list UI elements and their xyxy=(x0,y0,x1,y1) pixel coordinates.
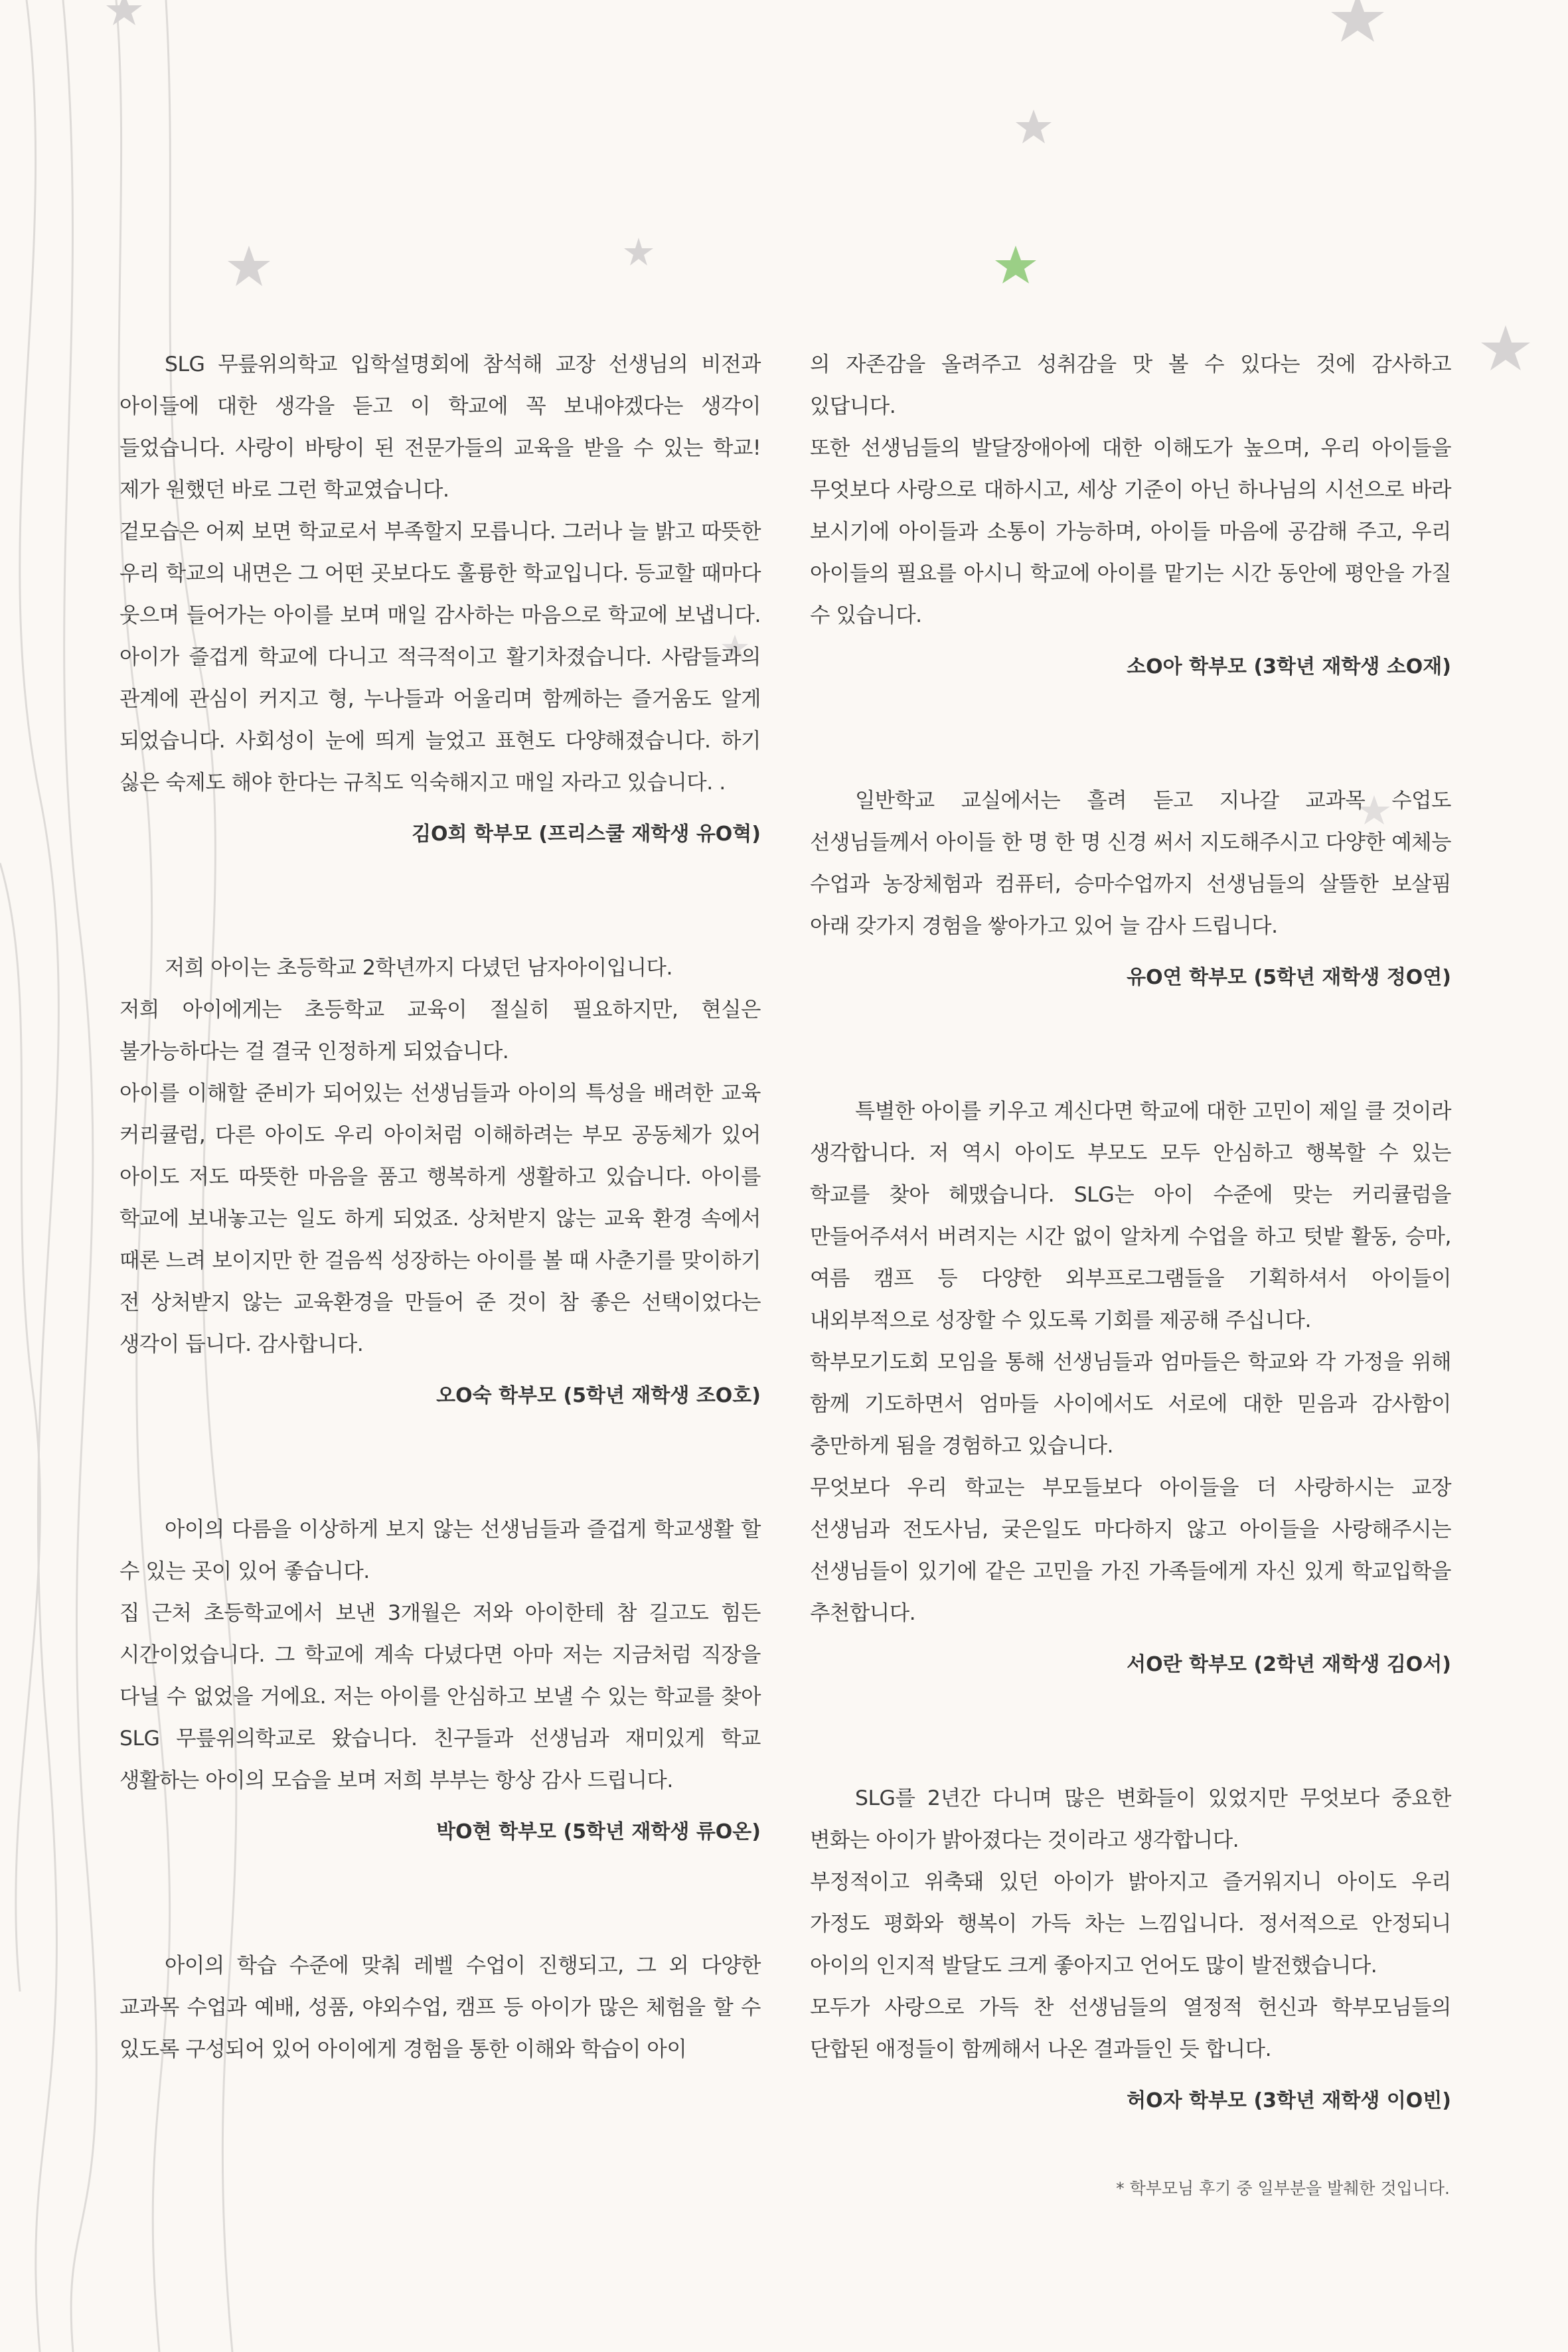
testimonial-paragraph: 저희 아이에게는 초등학교 교육이 절실히 필요하지만, 현실은 불가능하다는 걸 결국 인정하게 되었습니다. xyxy=(119,998,761,1063)
testimonial-author: 박O현 학부모 (5학년 재학생 류O온) xyxy=(436,1820,761,1843)
testimonial-paragraph: 무엇보다 우리 학교는 부모들보다 아이들을 더 사랑하시는 교장 선생님과 전도사님, 궂은일도 마다하지 않고 아이들을 사랑해주시는 선생님들이 있기에 같은 고민을 가진 가족들에게 자신 있게 학교입학을 추천합니다. xyxy=(810,1476,1451,1625)
testimonial-paragraph: 특별한 아이를 키우고 계신다면 학교에 대한 고민이 제일 클 것이라 생각합니다. 저 역시 아이도 부모도 모두 안심하고 행복할 수 있는 학교를 찾아 헤맸습니다. SLG는 아이 수준에 맞는 커리큘럼을 만들어주셔서 버려지는 시간 없이 알차게 수업을 하고 텃밭 활동, 승마, 여름 캠프 등 다양한 외부프로그램들을 기획하셔서 아이들이 내외부적으로 성장할 수 있도록 기회를 제공해 주십니다. xyxy=(810,1099,1451,1332)
star-icon-green xyxy=(995,246,1036,283)
testimonial-author: 김O희 학부모 (프리스쿨 재학생 유O혁) xyxy=(412,823,761,846)
testimonial-author: 소O아 학부모 (3학년 재학생 소O재) xyxy=(1127,655,1451,678)
footnote: * 학부모님 후기 중 일부분을 발췌한 것입니다. xyxy=(1116,2179,1450,2198)
testimonial-author: 서O란 학부모 (2학년 재학생 김O서) xyxy=(1127,1653,1451,1676)
testimonial-paragraph: 일반학교 교실에서는 흘려 듣고 지나갈 교과목 수업도 선생님들께서 아이들 한 명 한 명 신경 써서 지도해주시고 다양한 예체능 수업과 농장체험과 컴퓨터, 승마수업까지 선생님들의 살뜰한 보살핌 아래 갖가지 경험을 쌓아가고 있어 늘 감사 드립니다. xyxy=(810,789,1451,938)
testimonial-author: 허O자 학부모 (3학년 재학생 이O빈) xyxy=(1127,2089,1451,2112)
testimonial-paragraph: 아이의 학습 수준에 맞춰 레벨 수업이 진행되고, 그 외 다양한 교과목 수업과 예배, 성품, 야외수업, 캠프 등 아이가 많은 체험을 할 수 있도록 구성되어 있어 아이에게 경험을 통한 이해와 학습이 아이 xyxy=(119,1954,761,2061)
testimonial xyxy=(810,1091,1451,1678)
right-column xyxy=(810,344,1451,2114)
testimonial-paragraph: 저희 아이는 초등학교 2학년까지 다녔던 남자아이입니다. xyxy=(165,956,672,980)
left-column xyxy=(119,344,761,2071)
testimonial-paragraph: SLG를 2년간 다니며 많은 변화들이 있었지만 무엇보다 중요한 변화는 아이가 밝아졌다는 것이라고 생각합니다. xyxy=(810,1786,1451,1852)
testimonial-paragraph: 아이를 이해할 준비가 되어있는 선생님들과 아이의 특성을 배려한 교육 커리큘럼, 다른 아이도 우리 아이처럼 이해하려는 부모 공동체가 있어 아이도 저도 따뜻한 마음을 품고 행복하게 생활하고 있습니다. 아이를 학교에 보내놓고는 일도 하게 되었죠. 상처받지 않는 교육 환경 속에서 때론 느려 보이지만 한 걸음씩 성장하는 아이를 볼 때 사춘기를 맞이하기 전 상처받지 않는 교육환경을 만들어 준 것이 참 좋은 선택이었다는 생각이 듭니다. 감사합니다. xyxy=(119,1081,761,1356)
testimonial xyxy=(810,1778,1451,2114)
testimonial-paragraph: 또한 선생님들의 발달장애아에 대한 이해도가 높으며, 우리 아이들을 무엇보다 사랑으로 대하시고, 세상 기준이 아닌 하나님의 시선으로 바라 보시기에 아이들과 소통이 가능하며, 아이들 마음에 공감해 주고, 우리 아이들의 필요를 아시니 학교에 아이를 맡기는 시간 동안에 평안을 가질 수 있습니다. xyxy=(810,436,1451,627)
testimonial xyxy=(119,1509,761,1845)
testimonial xyxy=(119,344,761,848)
testimonial xyxy=(119,947,761,1409)
testimonial xyxy=(810,344,1451,680)
testimonial-author: 유O연 학부모 (5학년 재학생 정O연) xyxy=(1127,966,1451,989)
testimonial-paragraph: 학부모기도회 모임을 통해 선생님들과 엄마들은 학교와 각 가정을 위해 함께 기도하면서 엄마들 사이에서도 서로에 대한 믿음과 감사함이 충만하게 됨을 경험하고 있습니다. xyxy=(810,1350,1451,1458)
testimonial xyxy=(119,1945,761,2071)
testimonial-paragraph: 아이의 다름을 이상하게 보지 않는 선생님들과 즐겁게 학교생활 할 수 있는 곳이 있어 좋습니다. xyxy=(119,1518,761,1583)
testimonial-author: 오O숙 학부모 (5학년 재학생 조O호) xyxy=(436,1384,761,1407)
testimonial xyxy=(810,780,1451,991)
testimonial-paragraph: SLG 무릎위의학교 입학설명회에 참석해 교장 선생님의 비전과 아이들에 대한 생각을 듣고 이 학교에 꼭 보내야겠다는 생각이 들었습니다. 사랑이 바탕이 된 전문가들의 교육을 받을 수 있는 학교! 제가 원했던 바로 그런 학교였습니다. xyxy=(119,353,761,502)
testimonial-paragraph: 집 근처 초등학교에서 보낸 3개월은 저와 아이한테 참 길고도 힘든 시간이었습니다. 그 학교에 계속 다녔다면 아마 저는 지금처럼 직장을 다닐 수 없었을 거에요. 저는 아이를 안심하고 보낼 수 있는 학교를 찾아 SLG 무릎위의학교로 왔습니다. 친구들과 선생님과 재미있게 학교 생활하는 아이의 모습을 보며 저희 부부는 항상 감사 드립니다. xyxy=(119,1601,761,1792)
testimonial-paragraph: 부정적이고 위축돼 있던 아이가 밝아지고 즐거워지니 아이도 우리 가정도 평화와 행복이 가득 차는 느낌입니다. 정서적으로 안정되니 아이의 인지적 발달도 크게 좋아지고 언어도 많이 발전했습니다. xyxy=(810,1870,1451,1978)
testimonial-paragraph: 모두가 사랑으로 가득 찬 선생님들의 열정적 헌신과 학부모님들의 단합된 애정들이 함께해서 나온 결과들인 듯 합니다. xyxy=(810,1996,1451,2061)
testimonial-paragraph: 겉모습은 어찌 보면 학교로서 부족할지 모릅니다. 그러나 늘 밝고 따뜻한 우리 학교의 내면은 그 어떤 곳보다도 훌륭한 학교입니다. 등교할 때마다 웃으며 들어가는 아이를 보며 매일 감사하는 마음으로 학교에 보냅니다. 아이가 즐겁게 학교에 다니고 적극적이고 활기차졌습니다. 사람들과의 관계에 관심이 커지고 형, 누나들과 어울리며 함께하는 즐거움도 알게 되었습니다. 사회성이 눈에 띄게 늘었고 표현도 다양해졌습니다. 하기 싫은 숙제도 해야 한다는 규칙도 익숙해지고 매일 자라고 있습니다. . xyxy=(119,520,761,795)
testimonial-paragraph: 의 자존감을 올려주고 성취감을 맛 볼 수 있다는 것에 감사하고 있답니다. xyxy=(810,353,1451,418)
